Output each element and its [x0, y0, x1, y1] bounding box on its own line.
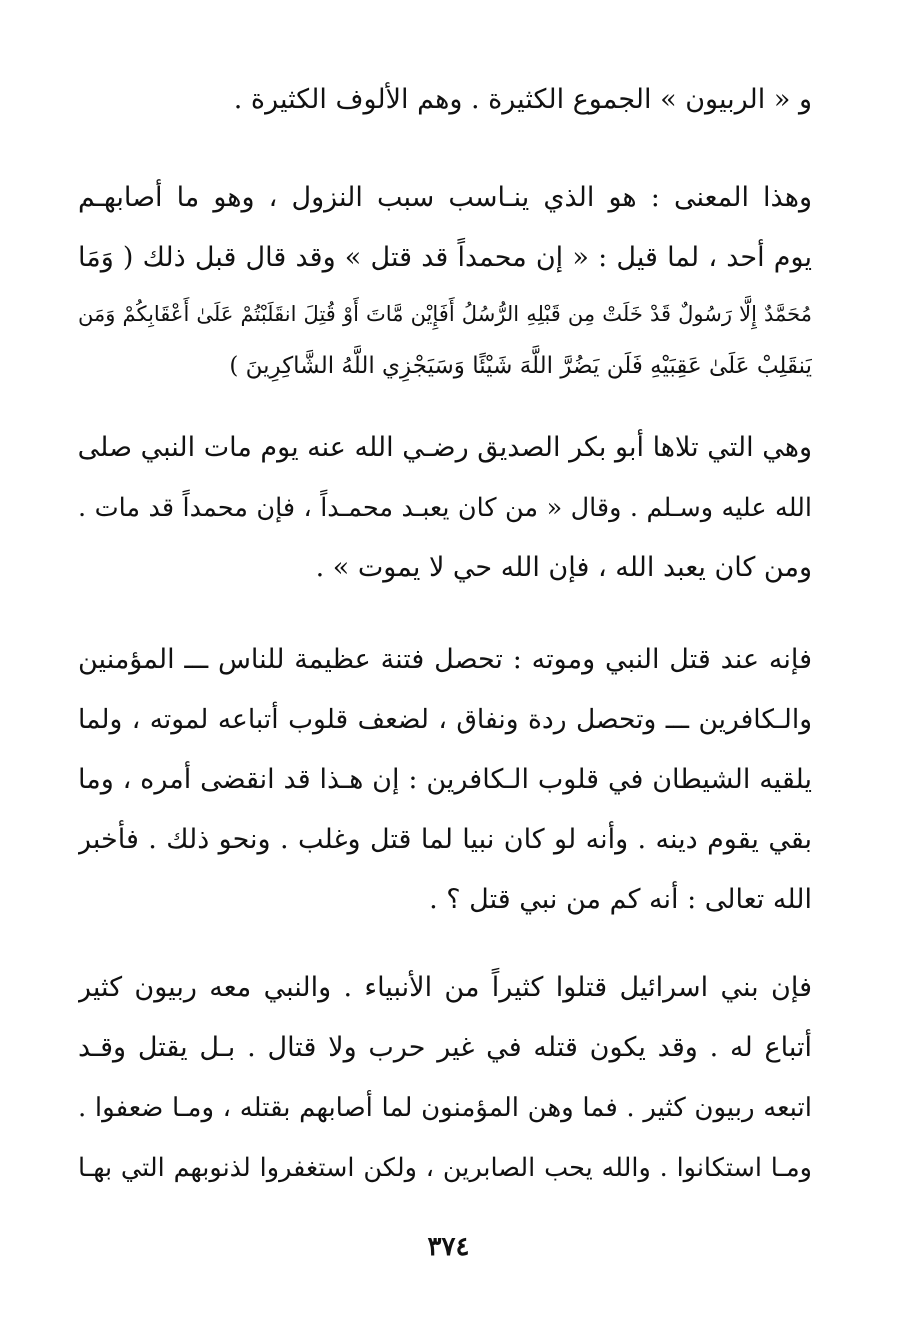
text-line: فإن بني اسرائيل قتلوا كثيراً من الأنبياء . والنبي معه ربيون كثير — [78, 972, 812, 1003]
text-line: أتباع له . وقد يكون قتله في غير حرب ولا قتال . بـل يقتل وقـد — [78, 1032, 812, 1063]
text-line: الله عليه وسـلم . وقال « من كان يعبـد محمـداً ، فإن محمداً قد مات . — [78, 493, 812, 523]
quran-verse-line: مُحَمَّدٌ إِلَّا رَسُولٌ قَدْ خَلَتْ مِن قَبْلِهِ الرُّسُلُ أَفَإِيْن مَّاتَ أَوْ قُتِلَ انقَلَبْتُمْ عَلَىٰ أَعْقَابِكُمْ وَمَن — [78, 302, 812, 326]
text-line: يوم أحد ، لما قيل : « إن محمداً قد قتل » وقد قال قبل ذلك ( وَمَا — [78, 242, 812, 273]
paragraph-abu-bakr — [78, 418, 812, 598]
text-line: بقي يقوم دينه . وأنه لو كان نبيا لما قتل وغلب . ونحو ذلك . فأخبر — [78, 824, 812, 855]
text-line: والـكافرين ـــ وتحصل ردة ونفاق ، لضعف قلوب أتباعه لموته ، ولما — [78, 704, 812, 735]
text-line: وهذا المعنى : هو الذي ينـاسب سبب النزول ، وهو ما أصابهـم — [78, 182, 812, 213]
text-line: فإنه عند قتل النبي وموته : تحصل فتنة عظيمة للناس ـــ المؤمنين — [78, 644, 812, 675]
text-line: الله تعالى : أنه كم من نبي قتل ؟ . — [429, 884, 812, 915]
paragraph-revelation-context — [78, 168, 812, 392]
page-number: ٣٧٤ — [427, 1232, 470, 1262]
quran-verse-line: يَنقَلِبْ عَلَىٰ عَقِبَيْهِ فَلَن يَضُرَّ اللَّهَ شَيْئًا وَسَيَجْزِي اللَّهُ الشَّاكِرِينَ ) — [229, 353, 812, 379]
paragraph-bani-israil — [78, 958, 812, 1198]
intro-line — [78, 70, 812, 130]
text-line: يلقيه الشيطان في قلوب الـكافرين : إن هـذا قد انقضى أمره ، وما — [78, 764, 812, 795]
paragraph-fitna — [78, 630, 812, 930]
text-line: اتبعه ربيون كثير . فما وهن المؤمنون لما أصابهم بقتله ، ومـا ضعفوا . — [78, 1093, 812, 1123]
text-line: و « الربيون » الجموع الكثيرة . وهم الألوف الكثيرة . — [233, 84, 812, 115]
text-line: ومن كان يعبد الله ، فإن الله حي لا يموت » . — [315, 552, 812, 583]
text-line: ومـا استكانوا . والله يحب الصابرين ، ولكن استغفروا لذنوبهم التي بهـا — [78, 1153, 812, 1183]
text-line: وهي التي تلاها أبو بكر الصديق رضـي الله عنه يوم مات النبي صلى — [78, 432, 812, 463]
